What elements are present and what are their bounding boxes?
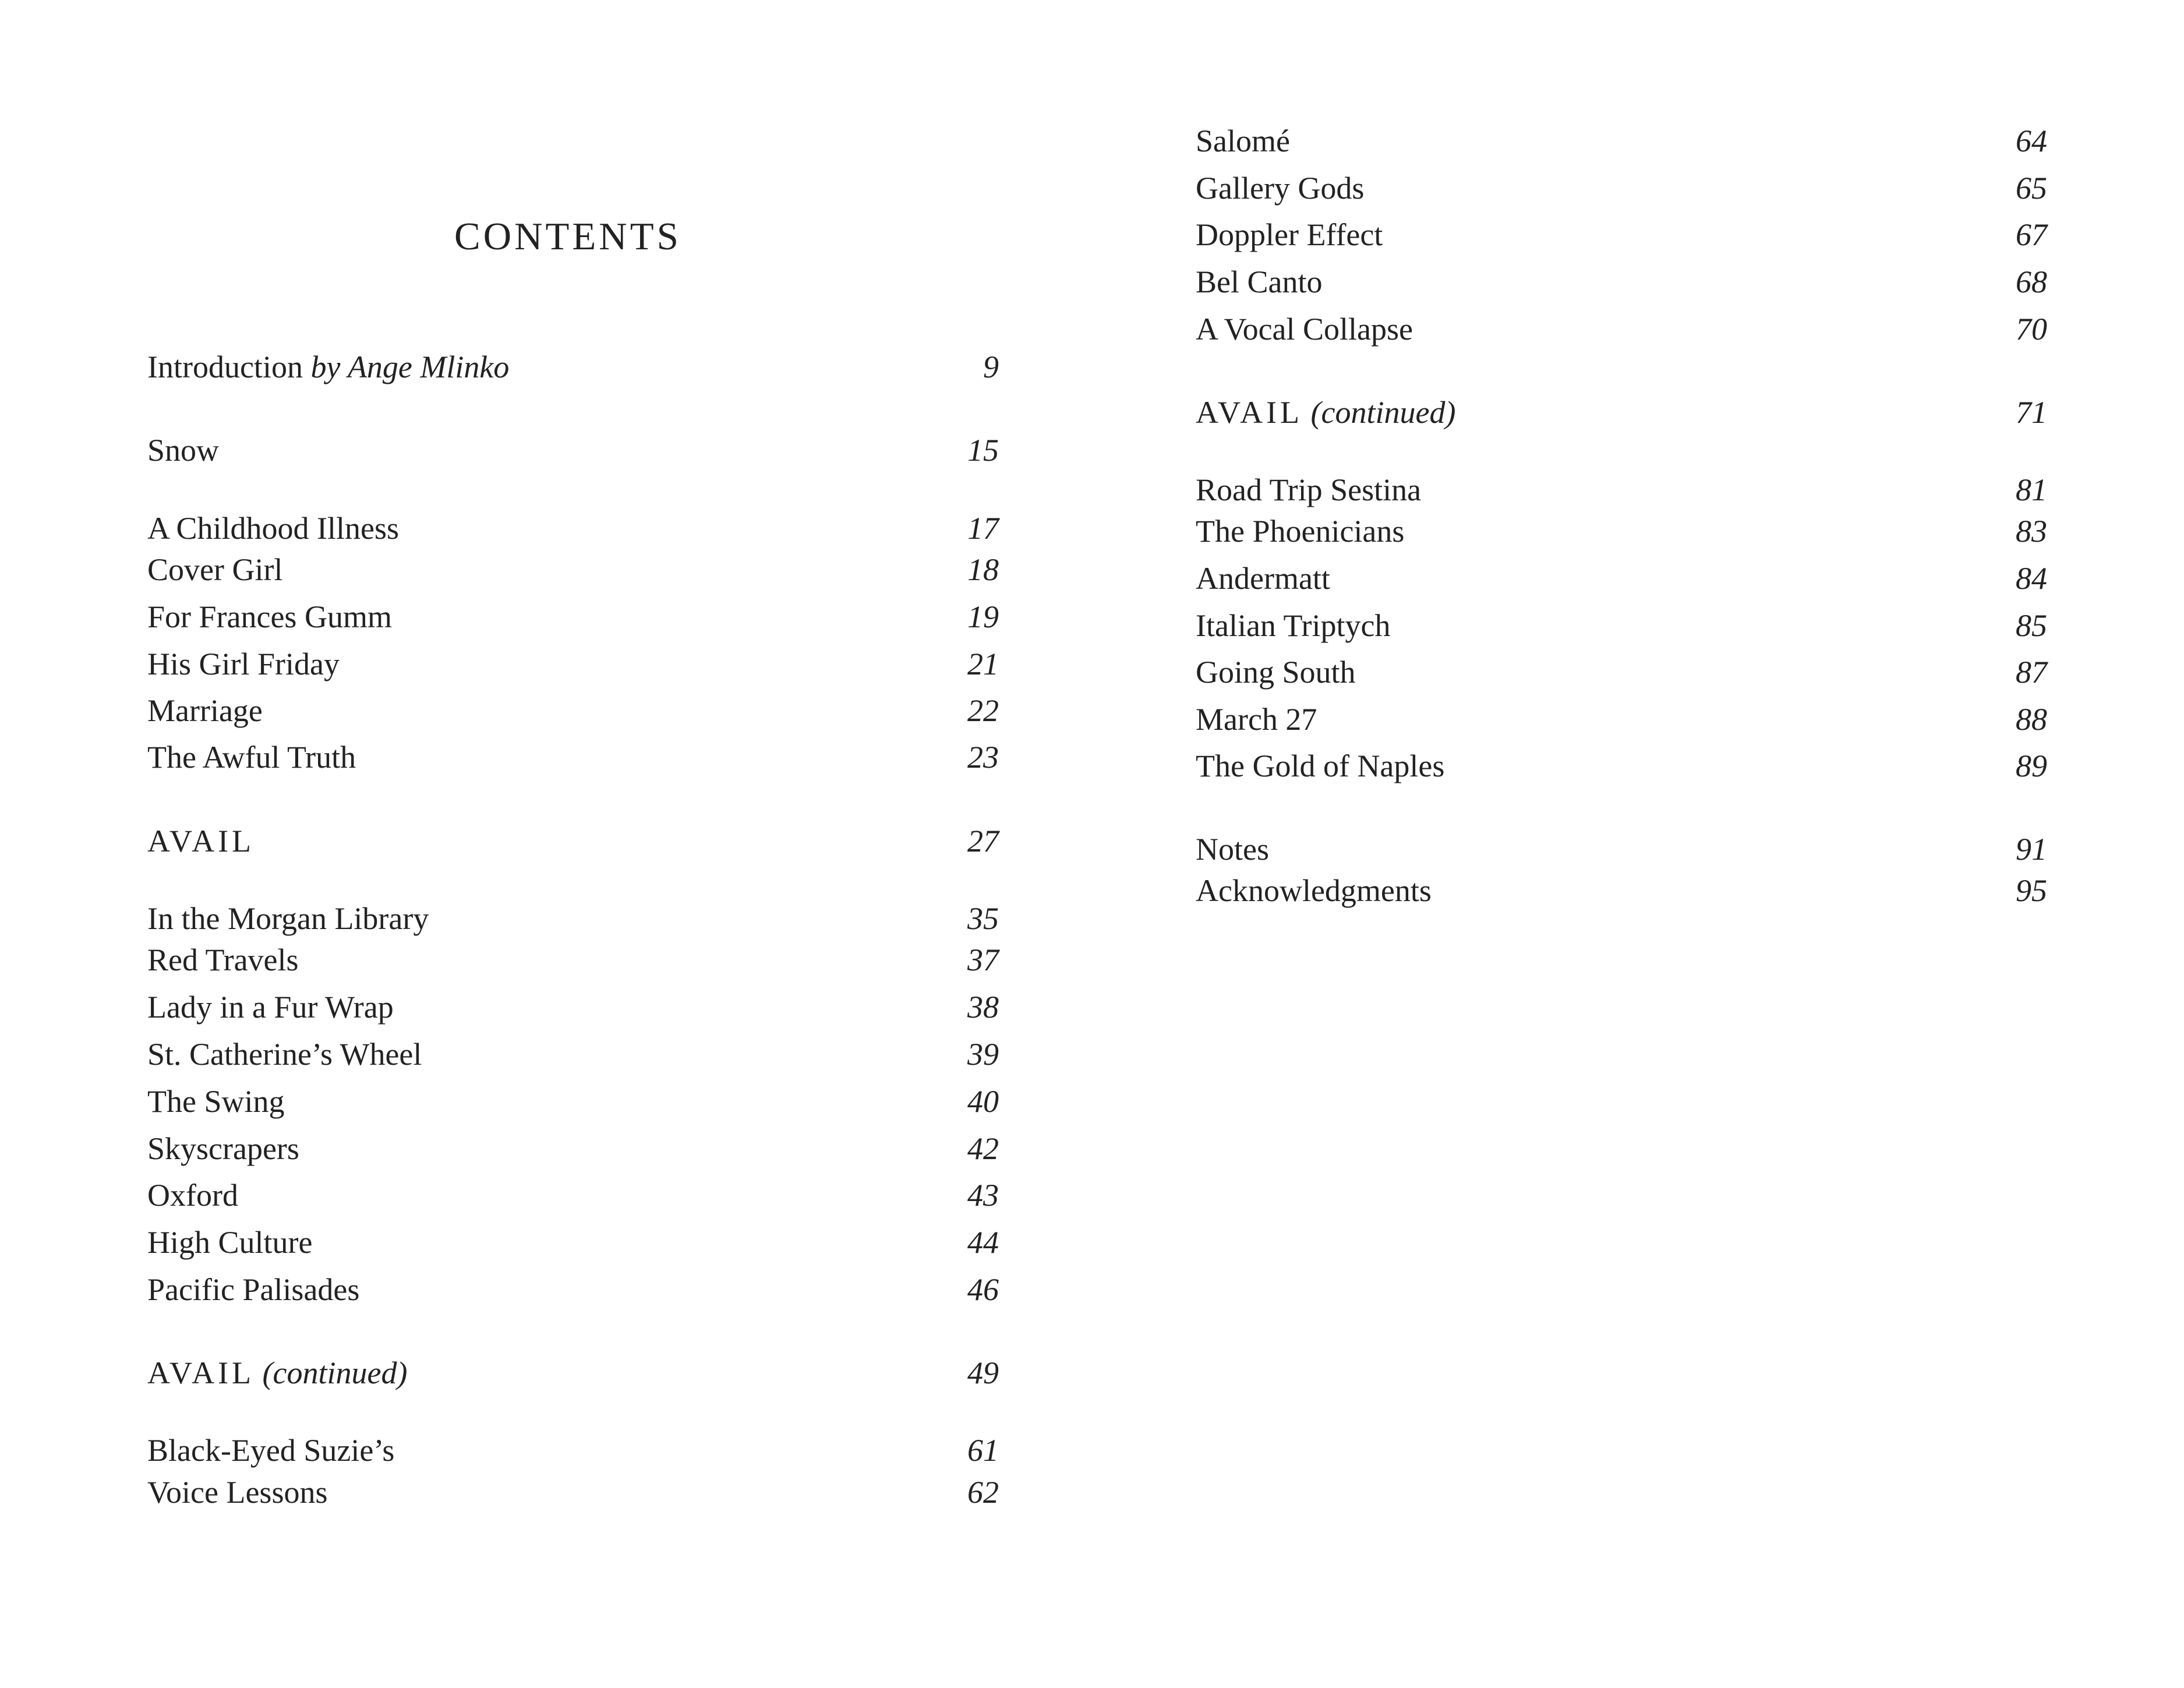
toc-entry-page: 17 [967, 511, 999, 546]
right-page [1092, 0, 2184, 1688]
toc-entry-title: For Frances Gumm [147, 599, 392, 634]
toc-entry-title: Skyscrapers [147, 1131, 299, 1166]
toc-entry-page: 44 [967, 1225, 999, 1260]
toc-entry-page: 91 [2016, 832, 2047, 867]
toc-entry-title: Snow [147, 433, 220, 468]
toc-entry-title: Lady in a Fur Wrap [147, 990, 394, 1025]
toc-entry-title: A Childhood Illness [147, 511, 400, 546]
toc-entry-page: 49 [967, 1355, 999, 1390]
toc-entry-title: Introduction [147, 349, 303, 384]
toc-entry-page: 23 [967, 740, 999, 775]
toc-entry-title: The Swing [147, 1084, 285, 1119]
toc-entry-page: 9 [983, 349, 999, 384]
toc-entry-title: Salomé [1196, 123, 1290, 158]
toc-entry-title: March 27 [1196, 702, 1317, 737]
toc-entry-title: St. Catherine’s Wheel [147, 1037, 422, 1072]
toc-entry-title: His Girl Friday [147, 647, 340, 681]
toc-entry-page: 35 [967, 901, 999, 936]
toc-entry-page: 39 [967, 1037, 999, 1072]
toc-entry-page: 67 [2016, 217, 2047, 252]
toc-entry-page: 22 [967, 693, 999, 728]
toc-entry-page: 89 [2016, 748, 2047, 783]
toc-entry-title: Acknowledgments [1196, 873, 1432, 908]
toc-entry-page: 43 [967, 1178, 999, 1213]
toc-entry-page: 83 [2016, 514, 2047, 549]
toc-entry-title: Pacific Palisades [147, 1272, 360, 1307]
toc-section-suffix: (continued) [262, 1355, 408, 1390]
toc-section-title: AVAIL [1196, 395, 1303, 430]
toc-entry-title: Going South [1196, 655, 1356, 690]
toc-entry-page: 95 [2016, 873, 2047, 908]
toc-entry-page: 18 [967, 552, 999, 587]
toc-entry-title: Bel Canto [1196, 264, 1323, 299]
toc-entry-page: 70 [2016, 312, 2047, 347]
toc-entry-title: Black-Eyed Suzie’s [147, 1433, 395, 1468]
toc-entry-title: Doppler Effect [1196, 217, 1383, 252]
toc-entry-page: 37 [967, 942, 999, 977]
toc-section-title: AVAIL [147, 1355, 255, 1390]
toc-entry-title: Road Trip Sestina [1196, 472, 1422, 507]
toc-entry-title: The Awful Truth [147, 740, 356, 775]
toc-entry-title: The Gold of Naples [1196, 748, 1445, 783]
toc-entry-title: Italian Triptych [1196, 608, 1391, 643]
toc-entry-page: 64 [2016, 123, 2047, 158]
toc-entry-page: 38 [967, 990, 999, 1025]
toc-entry-page: 27 [967, 824, 999, 859]
toc-entry-page: 19 [967, 599, 999, 634]
toc-entry-title: Gallery Gods [1196, 171, 1365, 206]
toc-entry-title: Voice Lessons [147, 1475, 328, 1510]
toc-entry-page: 85 [2016, 608, 2047, 643]
toc-entry-page: 81 [2016, 472, 2047, 507]
toc-entry-page: 21 [967, 647, 999, 681]
toc-entry-page: 84 [2016, 561, 2047, 596]
toc-entry-title: Notes [1196, 832, 1269, 867]
toc-entry-page: 61 [967, 1433, 999, 1468]
toc-entry-title: In the Morgan Library [147, 901, 429, 936]
toc-entry-page: 15 [967, 433, 999, 468]
toc-entry-page: 62 [967, 1475, 999, 1510]
toc-entry-page: 71 [2016, 395, 2047, 430]
toc-entry-byline: by Ange Mlinko [310, 349, 510, 384]
toc-entry-page: 88 [2016, 702, 2047, 737]
toc-entry-title: Oxford [147, 1178, 238, 1213]
toc-entry-title: Cover Girl [147, 552, 283, 587]
toc-entry-page: 68 [2016, 264, 2047, 299]
contents-heading: CONTENTS [454, 215, 681, 258]
toc-entry-title: Red Travels [147, 942, 299, 977]
toc-entry-page: 65 [2016, 171, 2047, 206]
toc-section-suffix: (continued) [1310, 395, 1456, 430]
toc-entry-page: 40 [967, 1084, 999, 1119]
toc-entry-page: 42 [967, 1131, 999, 1166]
toc-entry-title: The Phoenicians [1196, 514, 1405, 549]
toc-section-title: AVAIL [147, 824, 255, 859]
toc-entry-title: Marriage [147, 693, 263, 728]
toc-entry-title: Andermatt [1196, 561, 1330, 596]
toc-entry-page: 87 [2016, 655, 2047, 690]
toc-entry-page: 46 [967, 1272, 999, 1307]
toc-entry-title: A Vocal Collapse [1196, 312, 1413, 347]
toc-entry-title: High Culture [147, 1225, 313, 1260]
